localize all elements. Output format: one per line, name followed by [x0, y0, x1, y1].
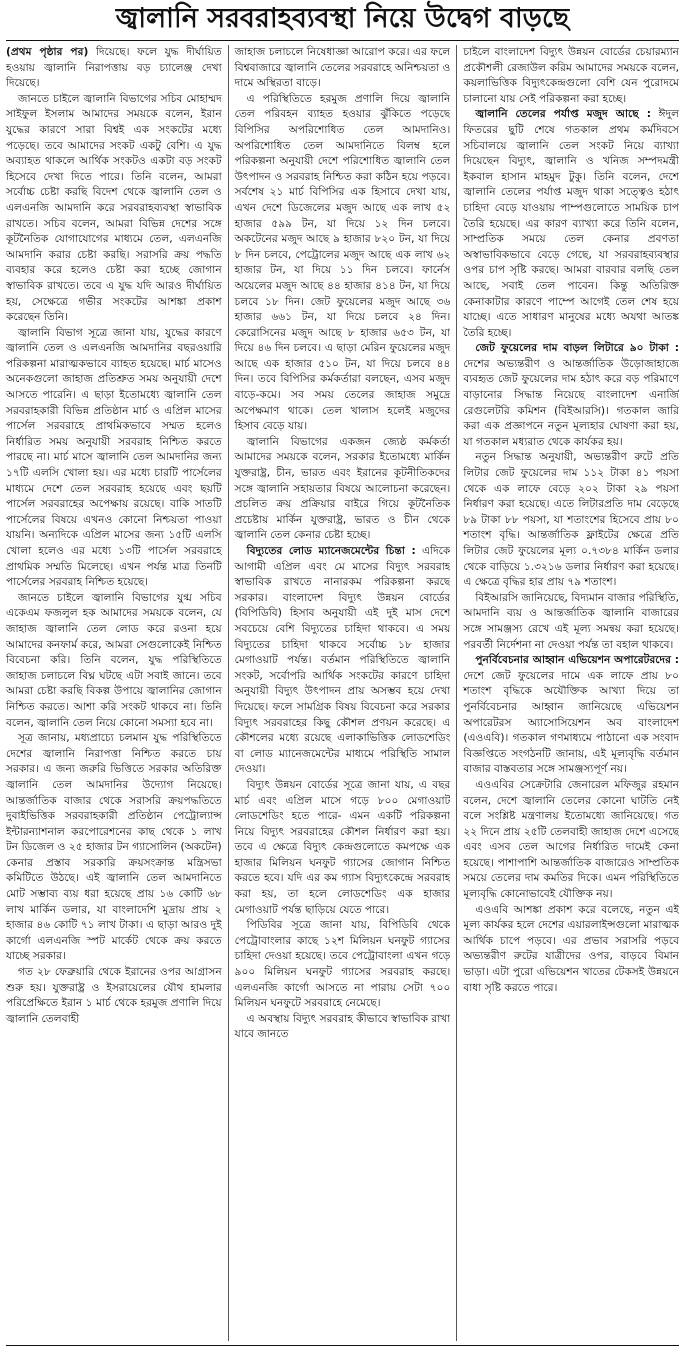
paragraph-text: চাইলে বাংলাদেশ বিদ্যুৎ উন্নয়ন বোর্ডের চেয়ারম্যান প্রকৌশলী রেজাউল করিম আমাদের সময়কে বলেন, কয়লাভিত্তিক বিদ্যুৎকেন্দ্রগুলো বেশি যেন পুরোদমে চালানো যায় সেই পরিকল্পনা করা হচ্ছে। — [463, 46, 680, 105]
paragraph-text: এওএবি আশঙ্কা প্রকাশ করে বলেছে, নতুন এই মূল্য কার্যকর হলে দেশের এয়ারলাইন্সগুলো মারাত্মক আর্থিক চাপে পড়বে। এর প্রভাব সরাসরি পড়বে অভ্যন্তরীণ রুটের যাত্রীদের ওপর, বাড়বে বিমান ভাড়া। এটা পুরো এভিয়েশন খাতের টেকসই উন্নয়নে বাধা সৃষ্টি করতে পারে। — [463, 903, 680, 994]
paragraph-text: এওএবির সেক্রেটারি জেনারেল মফিজুর রহমান বলেন, দেশে জ্বালানি তেলের কোনো ঘাটতি নেই বলে সংশ্লিষ্ট মন্ত্রণালয় ইতোমধ্যে জানিয়েছে। গত ২২ দিনে প্রায় ২৫টি তেলবাহী জাহাজ দেশে এসেছে এবং এসব তেল আগের নির্ধারিত দামেই কেনা হয়েছে। পাশাপাশি আন্তর্জাতিক বাজারেও সাম্প্রতিক সময়ে তেলের দাম কমতির দিকে। এমন পরিস্থিতিতে মূল্যবৃদ্ধি কোনোভাবেই যৌক্তিক নয়। — [463, 778, 680, 901]
paragraph-text: নতুন সিদ্ধান্ত অনুযায়ী, অভ্যন্তরীণ রুটে প্রতি লিটার জেট ফুয়েলের দাম ১১২ টাকা ৪১ পয়সা থেকে এক লাফে বেড়ে ২০২ টাকা ২৯ পয়সা নির্ধারণ করা হয়েছে। এতে লিটারপ্রতি দাম বেড়েছে ৮৯ টাকা ৮৮ পয়সা, যা শতাংশের হিসেবে প্রায় ৮০ শতাংশ বৃদ্ধি। আন্তর্জাতিক ফ্লাইটের ক্ষেত্রে প্রতি লিটার জেট ফুয়েলের মূল্য ০.৭৩৮৪ মার্কিন ডলার থেকে বাড়িয়ে ১.৩২১৬ ডলার নির্ধারণ করা হয়েছে। এ ক্ষেত্রে বৃদ্ধির হার প্রায় ৭৯ শতাংশ। — [463, 451, 680, 589]
article-paragraph — [235, 918, 451, 1012]
paragraph-text: দিয়েছে। ফলে যুদ্ধ দীর্ঘায়িত হওয়ায় জ্বালানি নিরাপত্তায় বড় চ্যালেঞ্জ দেখা দিয়েছে। — [6, 46, 222, 90]
subheading: জ্বালানি তেলের পর্যাপ্ত মজুদ আছে : — [475, 108, 651, 121]
paragraph-text: এ পরিস্থিতিতে হরমুজ প্রণালি দিয়ে জ্বালানি তেল পরিবহন ব্যাহত হওয়ার ঝুঁকিতে পড়েছে বিপিসির অপরিশোধিত তেল আমদানিও। অপরিশোধিত তেল আমদানিতে বিলম্ব হলে পরিকল্পনা অনুযায়ী দেশে পরিশোধিত জ্বালানি তেল উৎপাদন ও সরবরাহ নিশ্চিত করা কঠিন হয়ে পড়বে। সর্বশেষ ২১ মার্চ বিপিসির এক হিসাবে দেখা যায়, এখন দেশে ডিজেলের মজুদ আছে এক লাখ ৫২ হাজার ৫৯৯ টন, যা দিয়ে ১২ দিন চলবে। অকটেনের মজুদ আছে ৯ হাজার ৮২০ টন, যা দিয়ে ৮ দিন চলবে, পেট্রোলের মজুদ আছে এক লাখ ৬২ হাজার টন, যা দিয়ে ১১ দিন চলবে। ফার্নেস অয়েলের মজুদ আছে ৪৪ হাজার ৪১৪ টন, যা দিয়ে চলবে ১৮ দিন। জেট ফুয়েলের মজুদ আছে ৩৬ হাজার ৬৬১ টন, যা দিয়ে চলবে ২৪ দিন। কেরোসিনের মজুদ আছে ৮ হাজার ৬৫৩ টন, যা দিয়ে ৪৬ দিন চলবে। এ ছাড়া মেরিন ফুয়েলের মজুদ আছে এক হাজার ৫১০ টন, যা দিয়ে চলবে ৪৪ দিন। তবে বিপিসির কর্মকর্তারা বলছেন, এসব মজুদ বাড়ে-কমে। সব সময় তেলের জাহাজ সমুদ্রে অপেক্ষমাণ থাকে। তেল খালাস হলেই মজুদের হিসাব বেড়ে যায়। — [234, 92, 451, 433]
paragraph-text: জাহাজ চলাচলে নিষেধাজ্ঞা আরোপ করে। এর ফলে বিশ্ববাজারে জ্বালানি তেলের সরবরাহে অনিশ্চয়তা ও দামে অস্থিরতা বাড়ে। — [234, 46, 451, 90]
article-paragraph — [463, 450, 679, 590]
article-paragraph — [463, 778, 679, 903]
article-paragraph — [463, 45, 679, 107]
article-paragraph — [6, 92, 222, 326]
column-1 — [6, 45, 222, 1341]
article-paragraph — [463, 591, 679, 653]
column-2 — [228, 45, 451, 1341]
paragraph-text: ঈদুল ফিতরের ছুটি শেষে গতকাল প্রথম কর্মদিবসে সচিবালয়ে জ্বালানি তেল সংকট নিয়ে ব্যাখ্যা দিয়েছেন বিদ্যুৎ, জ্বালানি ও খনিজ সম্পদমন্ত্রী ইকবাল হাসান মাহমুদ টুকু। তিনি বলেন, দেশে জ্বালানি তেলের পর্যাপ্ত মজুদ থাকা সত্ত্বেও হঠাৎ চাহিদা বেড়ে যাওয়ায় পাম্পগুলোতে সাময়িক চাপ তৈরি হয়েছে। এর কারণ ব্যাখ্যা করে তিনি বলেন, সাম্প্রতিক সময়ে তেল কেনার প্রবণতা অস্বাভাবিকভাবে বেড়ে গেছে, যা সরবরাহব্যবস্থার ওপর চাপ সৃষ্টি করছে। আমরা বারবার বলছি তেল আছে, সবাই তেল পাবেন। কিন্তু অতিরিক্ত কেনাকাটার কারণে পাম্পে আগেই তেল শেষ হয়ে যাচ্ছে। এতে সাধারণ মানুষের মধ্যে অযথা আতঙ্ক তৈরি হচ্ছে। — [463, 108, 680, 339]
paragraph-text: বিইআরসি জানিয়েছে, বিদ্যমান বাজার পরিস্থিতি, আমদানি ব্যয় ও আন্তর্জাতিক জ্বালানি বাজারের সঙ্গে সামঞ্জস্য রেখে এই মূল্য সমন্বয় করা হয়েছে। পরবর্তী নির্দেশনা না দেওয়া পর্যন্ত তা বহাল থাকবে। — [463, 591, 680, 651]
paragraph-text: এদিকে আগামী এপ্রিল এবং মে মাসের বিদ্যুৎ সরবরাহ স্বাভাবিক রাখতে নানারকম পরিকল্পনা করছে সরকার। বাংলাদেশ বিদ্যুৎ উন্নয়ন বোর্ডের (বিপিডিবি) হিসাব অনুযায়ী এই দুই মাস দেশে সবচেয়ে বেশি বিদ্যুতের চাহিদা থাকবে। এ সময় বিদ্যুতের চাহিদা থাকবে সর্বোচ্চ ১৮ হাজার মেগাওয়াট পর্যন্ত। বর্তমান পরিস্থিতিতে জ্বালানি সংকট, সর্বোপরি আর্থিক সংকটের কারণে চাহিদা অনুযায়ী বিদ্যুৎ উৎপাদন প্রায় অসম্ভব হয়ে দেখা দিয়েছে। ফলে সামগ্রিক বিষয় বিবেচনা করে সরকার বিদ্যুৎ সরবরাহের কিছু কৌশল প্রণয়ন করেছে। এ কৌশলের মধ্যে রয়েছে এলাকাভিত্তিক লোডশেডিং বা লোড ম্যানেজমেন্টের মাধ্যমে পরিস্থিতি সামাল দেওয়া। — [234, 545, 451, 776]
paragraph-text: পিডিবির সূত্রে জানা যায়, বিপিডিবি থেকে পেট্রোবাংলার কাছে ১২শ মিলিয়ন ঘনফুট গ্যাসের চাহিদা দেওয়া হয়েছে। তবে পেট্রোবাংলা এখন গড়ে ৯০০ মিলিয়ন ঘনফুট গ্যাসের সরবরাহ করছে। এলএনজি কার্গো আসতে না পারায় সেটা ৭০০ মিলিয়ন ঘনফুটে সরবরাহে নেমেছে। — [234, 919, 451, 1010]
article-paragraph — [6, 731, 222, 965]
article-paragraph — [463, 903, 679, 997]
article-paragraph — [235, 1012, 451, 1043]
paragraph-text: জানতে চাইলে জ্বালানি বিভাগের যুগ্ম সচিব একেএম ফজলুল হক আমাদের সময়কে বলেন, যে জাহাজ জ্বালানি তেল লোড করে রওনা হয়ে আমাদের কনফার্ম করে, আমরা সেগুলোকেই নিশ্চিত বিবেচনা করি। তিনি বলেন, যুদ্ধ পরিস্থিতিতে জাহাজ চলাচলে বিঘ্ন ঘটছে এটা সবাই জানে। তবে আমরা চেষ্টা করছি বিকল্প উপায়ে জ্বালানির জোগান নিশ্চিত করতে। আশা করি সংকট থাকবে না। তিনি বলেন, জ্বালানি তেল নিয়ে কোনো সমস্যা হবে না। — [6, 591, 222, 729]
paragraph-text: গত ২৮ ফেব্রুয়ারি থেকে ইরানের ওপর আগ্রাসন শুরু হয়। যুক্তরাষ্ট্র ও ইসরায়েলের যৌথ হামলার পরিপ্রেক্ষিতে ইরান ১ মার্চ থেকে হরমুজ প্রণালি দিয়ে জ্বালানি তেলবাহী — [6, 966, 222, 1025]
article-paragraph — [6, 965, 222, 1027]
paragraph-text: জ্বালানি বিভাগ সূত্রে জানা যায়, যুদ্ধের কারণে জ্বালানি তেল ও এলএনজি আমদানির বছরওয়ারি পরিকল্পনা মারাত্মকভাবে ব্যাহত হয়েছে। মার্চ মাসেও অনেকগুলো জাহাজ প্রতিশ্রুত সময় অনুযায়ী দেশে আসতে পারেনি। এ ছাড়া ইতোমধ্যে জ্বালানি তেল সরবরাহকারী বিভিন্ন প্রতিষ্ঠান মার্চ ও এপ্রিল মাসের পার্সেল সরবরাহে প্রাথমিকভাবে সম্মত হলেও নির্ধারিত সময় অনুযায়ী সরবরাহ নিশ্চিত করতে পারছে না। মার্চ মাসে জ্বালানি তেল আমদানির জন্য ১৭টি এলসি খোলা হয়। এর মধ্যে চারটি পার্সেলের মাধ্যমে দেশে তেল সরবরাহ হয়েছে এবং ছয়টি পার্সেল সরবরাহের অপেক্ষায় রয়েছে। বাকি সাতটি পার্সেলের বিষয়ে এখনও কোনো নিশ্চয়তা পাওয়া যায়নি। অন্যদিকে এপ্রিল মাসের জন্য ১৫টি এলসি খোলা হলেও এর মধ্যে ১৩টি পার্সেল সরবরাহে প্রাথমিক সম্মতি মিলেছে। এখন পর্যন্ত মাত্র তিনটি পার্সেলের সরবরাহ নিশ্চিত হয়েছে। — [6, 326, 222, 589]
article-paragraph — [235, 92, 451, 435]
paragraph-text: দেশে জেট ফুয়েলের দামে এক লাফে প্রায় ৮০ শতাংশ বৃদ্ধিকে অযৌক্তিক আখ্যা দিয়ে তা পুনর্বিবেচনার আহ্বান জানিয়েছে এভিয়েশন অপারেটরস অ্যাসোসিয়েশন অব বাংলাদেশ (এওএবি)। গতকাল গণমাধ্যমে পাঠানো এক সংবাদ বিজ্ঞপ্তিতে সংগঠনটি জানায়, এই মূল্যবৃদ্ধি বর্তমান বাজার বাস্তবতার সঙ্গে সামঞ্জস্যপূর্ণ নয়। — [463, 669, 680, 776]
article-paragraph — [6, 326, 222, 591]
bottom-rule — [6, 1345, 679, 1346]
paragraph-text: জ্বালানি বিভাগের একজন জ্যেষ্ঠ কর্মকর্তা আমাদের সময়কে বলেন, সরকার ইতোমধ্যে মার্কিন যুক্তরাষ্ট্র, চীন, ভারত এবং ইরানের কূটনীতিকদের সঙ্গে জ্বালানি সহায়তার বিষয়ে আলোচনা করেছেন। প্রচলিত ক্রয় প্রক্রিয়ার বাইরে গিয়ে কূটনৈতিক প্রচেষ্টায় মার্কিন যুক্তরাষ্ট্র, ভারত ও চীন থেকে জ্বালানি তেল কেনার চেষ্টা হচ্ছে। — [234, 435, 451, 542]
article-paragraph — [6, 591, 222, 731]
headline-rule — [6, 40, 679, 41]
paragraph-text: জানতে চাইলে জ্বালানি বিভাগের সচিব মোহাম্মদ সাইফুল ইসলাম আমাদের সময়কে বলেন, ইরান যুদ্ধের কারণে সারা বিশ্বই এক সংকটের মধ্যে পড়েছে। তবে আমাদের সংকট একটু বেশি। এ যুদ্ধ অব্যাহত থাকলে আর্থিক সংকটও একটা বড় সংকট হিসেবে দেখা দিতে পারে। তিনি বলেন, আমরা সর্বোচ্চ চেষ্টা করছি বিদেশ থেকে জ্বালানি তেল ও এলএনজি আমদানি করে সরবরাহব্যবস্থা স্বাভাবিক রাখতে। সচিব বলেন, আমরা বিভিন্ন দেশের সঙ্গে কূটনৈতিক যোগাযোগের মাধ্যমে তেল, এলএনজি আমদানি করার চেষ্টা করছি। সরাসরি ক্রয় পদ্ধতি ব্যবহার করে হলেও চেষ্টা করা হচ্ছে জোগান স্বাভাবিক রাখতে। তবে এ যুদ্ধ যদি আরও দীর্ঘায়িত হয়, সেক্ষেত্রে গভীর সংকটের আশঙ্কা প্রকাশ করেছেন তিনি। — [6, 92, 222, 324]
subheading: পুনর্বিবেচনার আহ্বান এভিয়েশন অপারেটরদের : — [475, 654, 680, 667]
article-paragraph — [6, 45, 222, 92]
article-columns — [6, 45, 679, 1341]
paragraph-text: বিদ্যুৎ উন্নয়ন বোর্ডের সূত্রে জানা যায়, এ বছর মার্চ এবং এপ্রিল মাসে গড়ে ৮০০ মেগাওয়াট লোডশেডিং হতে পারে- এমন একটি পরিকল্পনা নিয়ে বিদ্যুৎ সরবরাহের কৌশল নির্ধারণ করা হয়। তবে এ ক্ষেত্রে বিদ্যুৎ কেন্দ্রগুলোতে কমপক্ষে এক হাজার মিলিয়ন ঘনফুট গ্যাসের জোগান নিশ্চিত করতে হবে। যদি এর কম গ্যাস বিদ্যুৎকেন্দ্রে সরবরাহ করা হয়, তা হলে লোডশেডিং এক হাজার মেগাওয়াট পর্যন্ত ছাড়িয়ে যেতে পারে। — [234, 778, 451, 916]
subheading: বিদ্যুতের লোড ম্যানেজমেন্টের চিন্তা : — [246, 545, 416, 557]
headline: জ্বালানি সরবরাহব্যবস্থা নিয়ে উদ্বেগ বাড়ছে — [115, 3, 570, 34]
subsection-paragraph — [235, 544, 451, 778]
article-paragraph — [235, 45, 451, 92]
paragraph-text: এ অবস্থায় বিদ্যুৎ সরবরাহ কীভাবে স্বাভাবিক রাখা যাবে জানতে — [234, 1012, 451, 1041]
subsection-paragraph — [463, 107, 679, 341]
article-paragraph — [235, 778, 451, 918]
paragraph-text: দেশের অভ্যন্তরীণ ও আন্তর্জাতিক উড়োজাহাজে ব্যবহৃত জেট ফুয়েলের দাম হঠাৎ করে বড় পরিমাণে বাড়ানোর সিদ্ধান্ত নিয়েছে বাংলাদেশ এনার্জি রেগুলেটরি কমিশন (বিইআরসি)। গতকাল জারি করা এক প্রজ্ঞাপনে নতুন মূল্যহার ঘোষণা করা হয়, যা গতকাল মধ্যরাত থেকে কার্যকর হয়। — [463, 357, 680, 448]
article-paragraph — [235, 435, 451, 544]
column-3 — [456, 45, 679, 1341]
continuation-marker: (প্রথম পৃষ্ঠার পর) — [6, 46, 89, 58]
subsection-paragraph — [463, 341, 679, 450]
subsection-paragraph — [463, 653, 679, 778]
subheading: জেট ফুয়েলের দাম বাড়ল লিটারে ৯০ টাকা : — [475, 342, 680, 355]
paragraph-text: সূত্র জানায়, মধ্যপ্রাচ্যে চলমান যুদ্ধ পরিস্থিতিতে দেশের জ্বালানি নিরাপত্তা নিশ্চিত করতে চায় সরকার। এ জন্য জরুরি ভিত্তিতে সরকার অতিরিক্ত জ্বালানি তেল আমদানির উদ্যোগ নিয়েছে। আন্তর্জাতিক বাজার থেকে সরাসরি ক্রয়পদ্ধতিতে দুবাইভিত্তিক সরবরাহকারী প্রতিষ্ঠান পেট্রোল্যান্স ইন্টারন্যাশনাল করপোরেশনের কাছ থেকে ১ লাখ টন ডিজেল ও ২৫ হাজার টন গ্যাসোলিন (অকটেন) কেনার প্রস্তাব সরকারি ক্রয়সংক্রান্ত মন্ত্রিসভা কমিটিতে উঠছে। এই জ্বালানি তেল আমদানিতে মোট সম্ভাব্য ব্যয় ধরা হয়েছে প্রায় ১৬ কোটি ৬৮ লাখ মার্কিন ডলার, যা বাংলাদেশি মুদ্রায় প্রায় ২ হাজার ৪৬ কোটি ৭১ লাখ টাকা। এ ছাড়া আরও দুই কার্গো এলএনজি স্পট মার্কেট থেকে ক্রয় করতে যাচ্ছে সরকার। — [6, 732, 222, 963]
